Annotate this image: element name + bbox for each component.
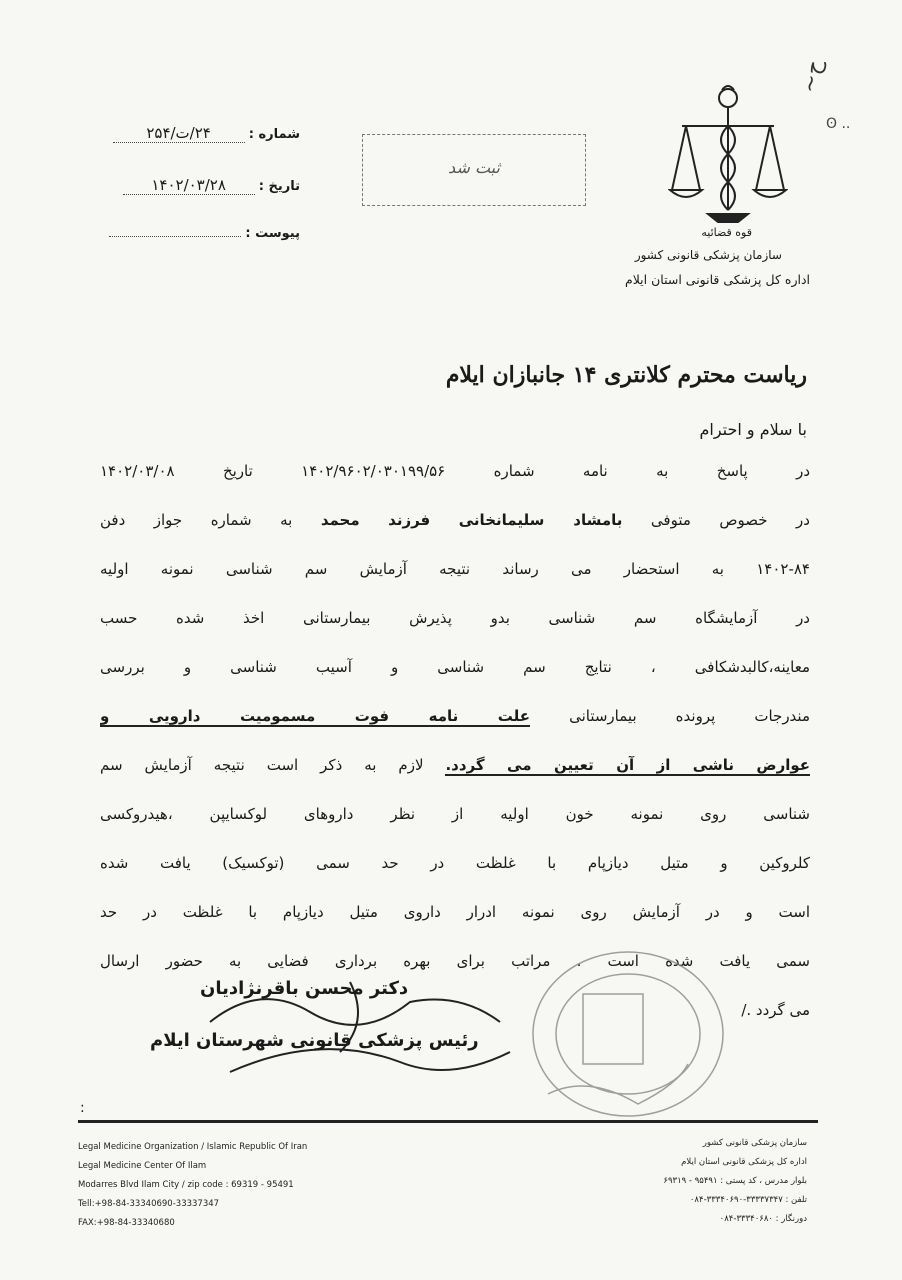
footer-en-line-3: Modarres Blvd Ilam City / zip code : 69319 - 95491 <box>78 1180 294 1190</box>
body-line-3: ۱۴۰۲-۸۴ به استحضار می رساند نتیجه آزمایش سم شناسی نمونه اولیه <box>100 560 810 578</box>
toxicology-note: لازم به ذکر است نتیجه آزمایش سم <box>100 756 424 774</box>
letter-number-label: شماره : <box>248 127 300 142</box>
hospital-records-text: مندرجات پرونده بیمارستانی <box>569 707 810 725</box>
cause-of-death: علت نامه فوت مسمومیت دارویی و <box>100 707 531 725</box>
footer-en-line-2: Legal Medicine Center Of Ilam <box>78 1161 207 1171</box>
deceased-intro: در خصوص متوفی <box>650 511 810 529</box>
footer-divider <box>78 1120 818 1123</box>
recipient-heading: ریاست محترم کلانتری ۱۴ جانبازان ایلام <box>445 362 807 388</box>
body-line-10: است و در آزمایش روی نمونه ادرار داروی متیل دیازپام با غلظت در حد <box>100 903 810 921</box>
footer-en-line-4: Tell:+98-84-33340690-33337347 <box>78 1199 220 1209</box>
footer-fa-line-2: اداره کل پزشکی قانونی استان ایلام <box>681 1157 807 1167</box>
attachment-field <box>70 226 300 241</box>
body-line-8: شناسی روی نمونه خون اولیه از نظر داروهای لوکسایپن ،هیدروکسی <box>100 805 810 823</box>
letter-number-field <box>70 124 300 143</box>
org-judiciary: قوه قضائیه <box>701 226 752 239</box>
body-line-9: کلروکین و متیل دیازپام با غلظت در حد سمی (توکسیک) یافت شده <box>100 854 810 872</box>
footer-fa-line-1: سازمان پزشکی قانونی کشور <box>702 1138 807 1148</box>
letter-date-label: تاریخ : <box>258 179 300 194</box>
cause-determined: عوارض ناشی از آن تعیین می گردد. <box>445 756 810 774</box>
footer-en-line-5: FAX:+98-84-33340680 <box>78 1218 175 1228</box>
org-province-office: اداره کل پزشکی قانونی استان ایلام <box>624 272 810 287</box>
body-line-1: در پاسخ به نامه شماره ۱۴۰۲/۹۶۰۲/۰۳۰۱۹۹/۵۶ تاریخ ۱۴۰۲/۰۳/۰۸ <box>100 462 810 480</box>
footer-fa-line-4: تلفن : ۳۳۳۳۷۳۴۷-۳۳۳۴۰۶۹۰-۰۸۴ <box>689 1195 807 1205</box>
burial-permit-text: به شماره جواز دفن <box>100 511 293 529</box>
footer-en-line-1: Legal Medicine Organization / Islamic Republic Of Iran <box>78 1142 308 1152</box>
registration-stamp-text: ثبت شد <box>448 158 500 177</box>
judiciary-emblem-icon <box>668 80 788 230</box>
footer-english <box>78 1138 378 1233</box>
body-line-6 <box>100 707 810 756</box>
body-line-7 <box>100 756 810 805</box>
signatory-title: رئیس پزشکی قانونی شهرستان ایلام <box>150 1030 479 1051</box>
signatory-name: دکتر محسن باقرنژادیان <box>200 978 409 999</box>
body-line-2 <box>100 511 810 560</box>
footer-persian <box>547 1134 807 1229</box>
salutation: با سلام و احترام <box>699 420 807 439</box>
letter-date-field <box>70 176 300 195</box>
body-line-12: می گردد ./ <box>741 1001 810 1019</box>
footer-fa-line-3: بلوار مدرس ، کد پستی : ۹۵۴۹۱ - ۶۹۳۱۹ <box>663 1176 807 1186</box>
deceased-name: بامشاد سلیمانخانی <box>458 511 623 529</box>
attachment-value <box>109 236 241 237</box>
body-line-5: معاینه،کالبدشکافی ، نتایج سم شناسی و آسیب شناسی و بررسی <box>100 658 810 676</box>
attachment-label: پیوست : <box>245 226 300 241</box>
father-name: محمد <box>320 511 360 529</box>
colon-mark: : <box>80 1100 85 1116</box>
corner-dots: ʘ .. <box>826 116 851 132</box>
corner-handwritten-mark: ~ح <box>797 58 828 95</box>
letter-number-value: ۲۴/ت/۲۵۴ <box>113 124 245 143</box>
body-line-11: سمی یافت شده است . مراتب برای بهره برداری فضایی به حضور ارسال <box>100 952 810 970</box>
footer-fa-line-5: دورنگار : ۳۳۳۴۰۶۸۰-۰۸۴ <box>719 1214 807 1224</box>
org-legal-medicine: سازمان پزشکی قانونی کشور <box>634 248 782 262</box>
body-line-4: در آزمایشگاه سم شناسی بدو پذیرش بیمارستانی اخذ شده حسب <box>100 609 810 627</box>
father-label: فرزند <box>388 511 431 529</box>
letter-date-value: ۱۴۰۲/۰۳/۲۸ <box>123 176 255 195</box>
